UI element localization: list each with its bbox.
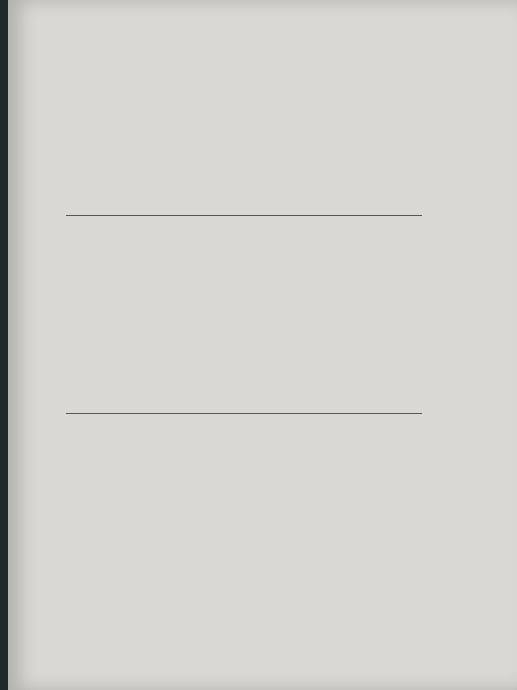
book-page <box>8 0 517 690</box>
divider <box>66 215 422 216</box>
divider <box>66 413 422 414</box>
